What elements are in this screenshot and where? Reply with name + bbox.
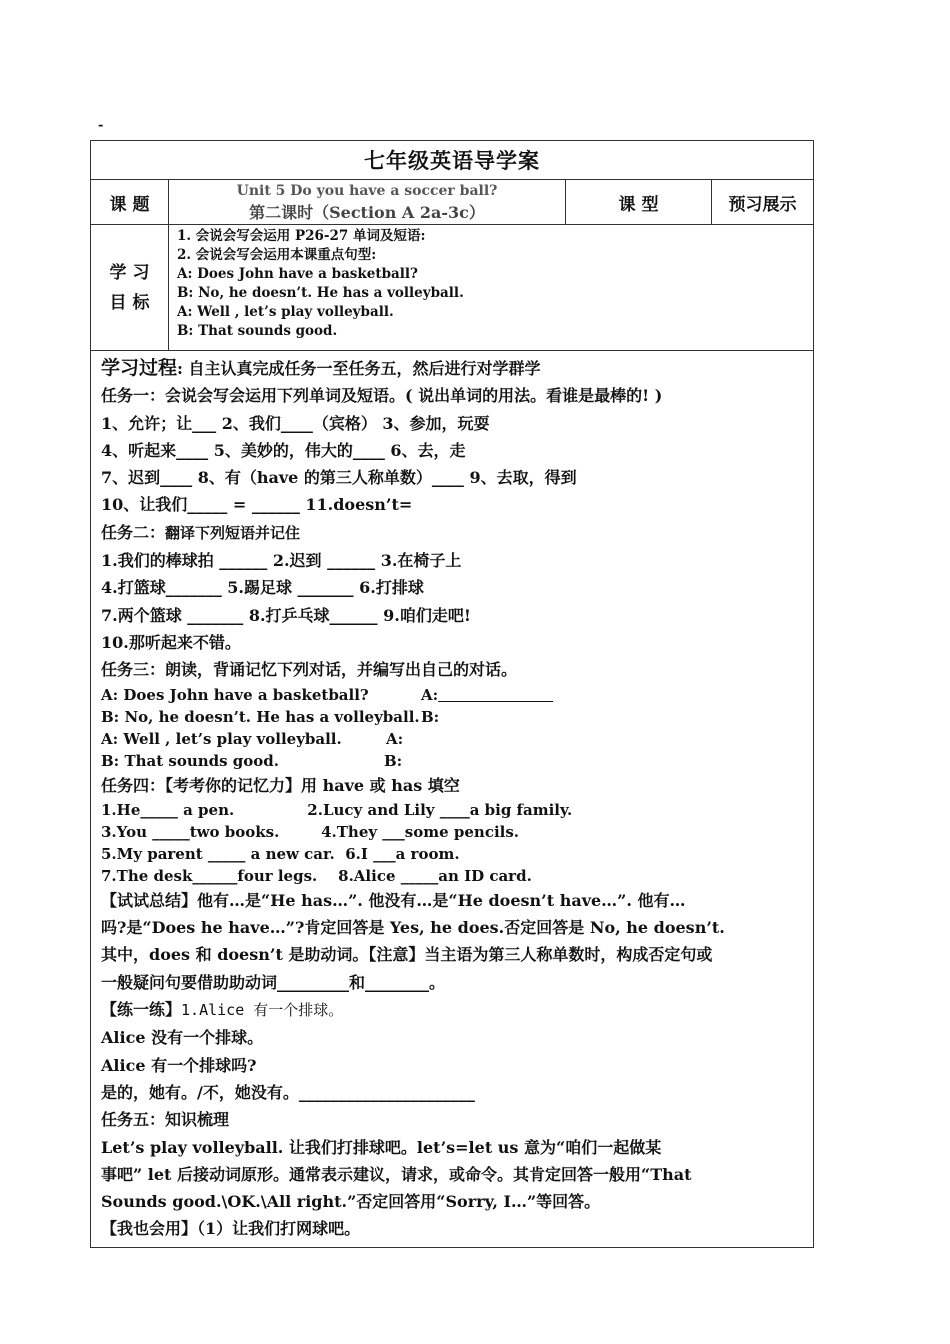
goals-content bbox=[169, 225, 814, 351]
goals-label-line-1: 学 习 bbox=[109, 262, 150, 283]
task2-title-rest: 翻译下列短语并记住 bbox=[165, 523, 301, 542]
practice-line bbox=[101, 996, 805, 1024]
task2-line: 10.那听起来不错。 bbox=[101, 632, 241, 652]
dialog-left: A: Does John have a basketball? bbox=[101, 685, 369, 704]
goal-line: A: Well , let’s play volleyball. bbox=[177, 304, 394, 320]
task5-line: Let’s play volleyball. 让我们打排球吧。let’s=let us 意为“咱们一起做某 bbox=[101, 1137, 662, 1157]
summary-line: 其中，does 和 doesn’t 是助动词。【注意】当主语为第三人称单数时，构成否定句或 bbox=[101, 945, 713, 965]
practice-line: Alice 有一个排球吗? bbox=[101, 1055, 257, 1075]
summary-line: 【试试总结】他有…是“He has…”. 他没有…是“He doesn’t have…”. 他有… bbox=[101, 890, 686, 910]
dialog-left: A: Well , let’s play volleyball. bbox=[101, 729, 342, 748]
dialog-right: B: bbox=[421, 707, 440, 726]
task5-title: 任务五：知识梳理 bbox=[101, 1110, 230, 1130]
practice-first: 1.Alice 有一个排球。 bbox=[181, 1001, 344, 1020]
goal-line: B: That sounds good. bbox=[177, 323, 338, 339]
dialog-row bbox=[101, 728, 805, 750]
dialog-blank bbox=[438, 686, 553, 704]
topic-value bbox=[169, 180, 566, 225]
task5-line: Sounds good.\OK.\All right.”否定回答用“Sorry, I…”等回答。 bbox=[101, 1192, 601, 1212]
goals-label-line-2: 目 标 bbox=[109, 292, 150, 313]
goal-line: A: Does John have a basketball? bbox=[177, 266, 418, 282]
task3-title: 任务三：朗读，背诵记忆下列对话，并编写出自己的对话。 bbox=[101, 660, 518, 680]
dialog-row bbox=[101, 706, 805, 728]
task4-line: 3.You _____two books. 4.They ___some pencils. bbox=[101, 822, 520, 841]
goal-line: 2. 会说会写会运用本课重点句型: bbox=[177, 247, 377, 263]
type-value: 预习展示 bbox=[712, 180, 814, 225]
practice-line: 是的，她有。/不，她没有。______________________ bbox=[101, 1082, 475, 1102]
task1-line: 10、让我们_____ = ______ 11.doesn’t= bbox=[101, 495, 413, 515]
summary-line: 一般疑问句要借助助动词_________和________。 bbox=[101, 972, 446, 992]
goal-line: B: No, he doesn’t. He has a volleyball. bbox=[177, 285, 464, 301]
topic-label: 课 题 bbox=[91, 180, 169, 225]
dialog-right: A: bbox=[421, 685, 439, 704]
dialog-row bbox=[101, 684, 805, 706]
task2-line: 4.打篮球_______ 5.踢足球 _______ 6.打排球 bbox=[101, 578, 424, 598]
topic-line-2: 第二课时（Section A 2a-3c） bbox=[249, 203, 485, 222]
task2-title-bold: 任务二： bbox=[101, 522, 166, 542]
process-heading-title: 学习过程 bbox=[101, 357, 178, 379]
summary-line: 吗?是“Does he have…”?肯定回答是 Yes, he does.否定回答是 No, he doesn’t. bbox=[101, 918, 725, 938]
practice-label: 【练一练】 bbox=[101, 1000, 182, 1020]
dialog-right: B: bbox=[384, 751, 403, 770]
process-heading-rest: : 自主认真完成任务一至任务五，然后进行对学群学 bbox=[177, 359, 541, 378]
sheet-title: 七年级英语导学案 bbox=[91, 141, 814, 180]
task4-line: 1.He_____ a pen. 2.Lucy and Lily ____a big family. bbox=[101, 800, 573, 819]
task1-title: 任务一：会说会写会运用下列单词及短语。( 说出单词的用法。看谁是最棒的! ) bbox=[101, 386, 663, 406]
task5-line: 【我也会用】（1）让我们打网球吧。 bbox=[101, 1219, 361, 1239]
dialog-right: A: bbox=[386, 729, 404, 748]
dialog-left: B: No, he doesn’t. He has a volleyball. bbox=[101, 707, 420, 726]
task5-line: 事吧” let 后接动词原形。通常表示建议，请求，或命令。其肯定回答一般用“That bbox=[101, 1164, 692, 1184]
task4-title: 任务四：【考考你的记忆力】用 have 或 has 填空 bbox=[101, 775, 460, 795]
task4-line: 7.The desk______four legs. 8.Alice _____an ID card. bbox=[101, 866, 532, 885]
dialog-row bbox=[101, 750, 805, 772]
page-mark: - bbox=[98, 118, 104, 133]
task4-line: 5.My parent _____ a new car. 6.I ___a room. bbox=[101, 844, 460, 863]
task1-line: 1、允许；让___ 2、我们____（宾格） 3、参加，玩耍 bbox=[101, 413, 490, 433]
topic-line-1: Unit 5 Do you have a soccer ball? bbox=[236, 183, 498, 199]
goals-label bbox=[91, 225, 169, 351]
process-heading bbox=[101, 355, 805, 382]
task1-line: 4、听起来____ 5、美妙的，伟大的____ 6、去，走 bbox=[101, 440, 466, 460]
process-section bbox=[91, 351, 814, 1248]
goal-line: 1. 会说会写会运用 P26-27 单词及短语: bbox=[177, 228, 426, 244]
dialog-left: B: That sounds good. bbox=[101, 751, 280, 770]
type-label: 课 型 bbox=[566, 180, 712, 225]
lesson-sheet bbox=[90, 140, 814, 1248]
practice-line: Alice 没有一个排球。 bbox=[101, 1028, 264, 1048]
task2-line: 7.两个篮球 _______ 8.打乒乓球______ 9.咱们走吧! bbox=[101, 605, 471, 625]
task2-title bbox=[101, 519, 805, 547]
task2-line: 1.我们的棒球拍 ______ 2.迟到 ______ 3.在椅子上 bbox=[101, 551, 462, 571]
task1-line: 7、迟到____ 8、有（have 的第三人称单数）____ 9、去取，得到 bbox=[101, 468, 577, 488]
